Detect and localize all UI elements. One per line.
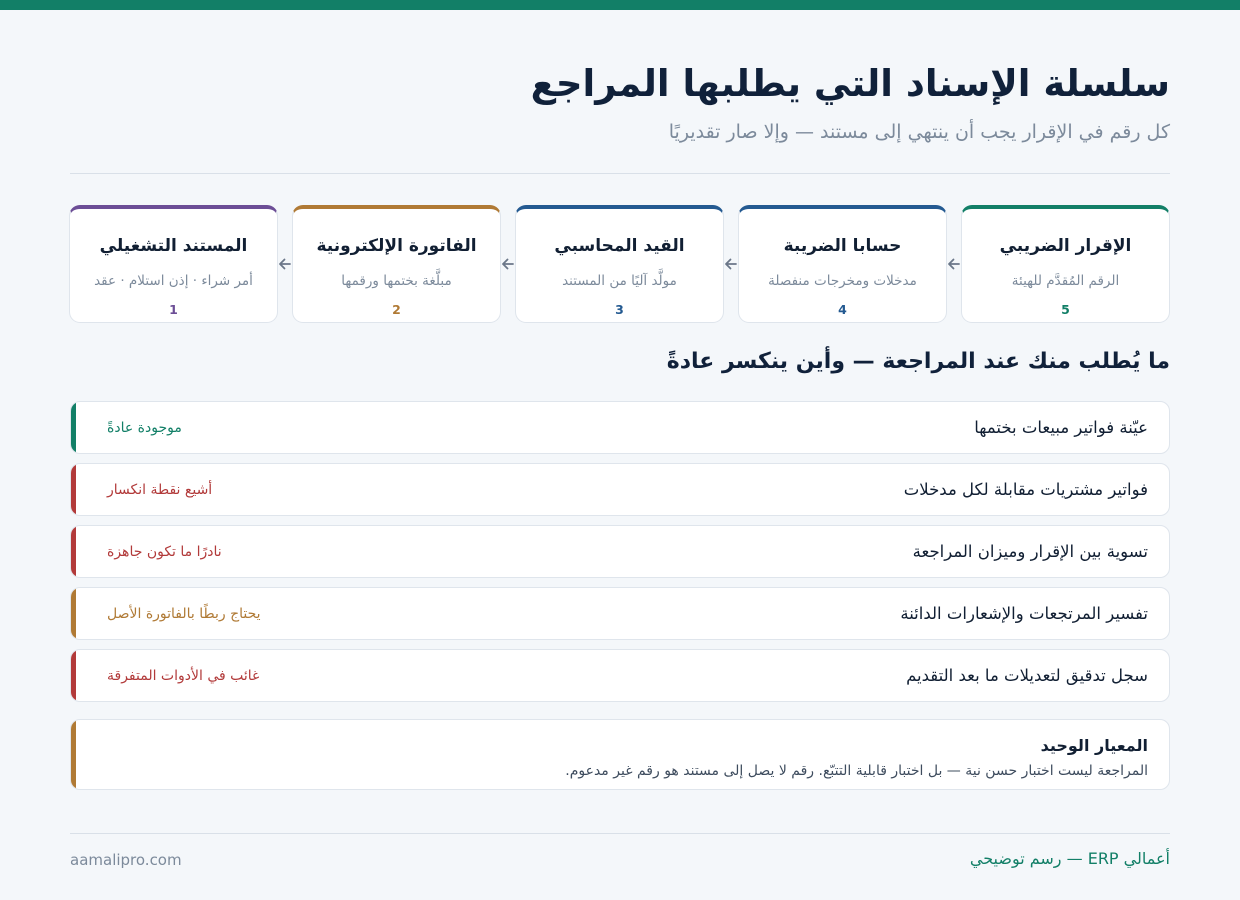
footer-divider	[70, 833, 1170, 834]
requirement-status: غائب في الأدوات المتفرقة	[107, 668, 260, 684]
page-title: سلسلة الإسناد التي يطلبها المراجع	[530, 62, 1170, 105]
requirements-title: ما يُطلب منك عند المراجعة — وأين ينكسر عادةً	[666, 349, 1170, 374]
requirement-label: سجل تدقيق لتعديلات ما بعد التقديم	[906, 666, 1148, 685]
chain-step	[738, 205, 947, 323]
step-title: حسابا الضريبة	[783, 236, 902, 256]
step-description: مولَّد آليًا من المستند	[562, 273, 677, 289]
step-number: 3	[615, 302, 624, 317]
requirement-status-bar	[71, 588, 76, 639]
step-number: 4	[838, 302, 847, 317]
arrow-left-icon	[947, 257, 961, 271]
arrow-left-icon	[278, 257, 292, 271]
requirement-row	[70, 401, 1170, 454]
chain-step	[292, 205, 501, 323]
requirement-status: يحتاج ربطًا بالفاتورة الأصل	[107, 606, 261, 622]
requirement-label: فواتير مشتريات مقابلة لكل مدخلات	[903, 480, 1148, 499]
requirement-status: أشيع نقطة انكسار	[107, 482, 213, 498]
requirement-label: عيّنة فواتير مبيعات بختمها	[974, 418, 1148, 437]
requirement-row	[70, 525, 1170, 578]
requirement-row	[70, 587, 1170, 640]
step-title: الإقرار الضريبي	[999, 236, 1132, 256]
chain-step	[69, 205, 278, 323]
requirement-status-bar	[71, 464, 76, 515]
attribution-chain	[70, 205, 1170, 323]
step-title: الفاتورة الإلكترونية	[316, 236, 477, 256]
note-accent-bar	[71, 720, 76, 789]
arrow-left-icon	[501, 257, 515, 271]
step-number: 1	[169, 302, 178, 317]
requirement-status: موجودة عادةً	[107, 420, 182, 436]
step-title: القيد المحاسبي	[554, 236, 685, 256]
footer-brand: أعمالي ERP — رسم توضيحي	[969, 849, 1170, 868]
requirement-status-bar	[71, 402, 76, 453]
arrow-left-icon	[724, 257, 738, 271]
page	[70, 0, 1170, 900]
requirement-status-bar	[71, 650, 76, 701]
step-title: المستند التشغيلي	[99, 236, 248, 256]
requirement-row	[70, 463, 1170, 516]
footer-site: aamalipro.com	[70, 851, 182, 869]
step-description: الرقم المُقدَّم للهيئة	[1011, 273, 1120, 289]
step-description: أمر شراء · إذن استلام · عقد	[94, 273, 253, 289]
header-divider	[70, 173, 1170, 174]
requirement-row	[70, 649, 1170, 702]
step-description: مبلَّغة بختمها ورقمها	[341, 273, 452, 289]
requirement-status: نادرًا ما تكون جاهزة	[107, 544, 222, 560]
chain-step	[961, 205, 1170, 323]
chain-step	[515, 205, 724, 323]
criterion-note	[70, 719, 1170, 790]
step-number: 5	[1061, 302, 1070, 317]
note-text: المراجعة ليست اختبار حسن نية — بل اختبار قابلية التتبّع. رقم لا يصل إلى مستند هو رقم غير مدعوم.	[565, 763, 1148, 779]
requirement-status-bar	[71, 526, 76, 577]
step-description: مدخلات ومخرجات منفصلة	[768, 273, 917, 289]
requirement-label: تفسير المرتجعات والإشعارات الدائنة	[900, 604, 1148, 623]
page-subtitle: كل رقم في الإقرار يجب أن ينتهي إلى مستند — وإلا صار تقديريًا	[668, 121, 1170, 143]
requirement-label: تسوية بين الإقرار وميزان المراجعة	[912, 542, 1148, 561]
note-title: المعيار الوحيد	[1040, 736, 1148, 755]
step-number: 2	[392, 302, 401, 317]
